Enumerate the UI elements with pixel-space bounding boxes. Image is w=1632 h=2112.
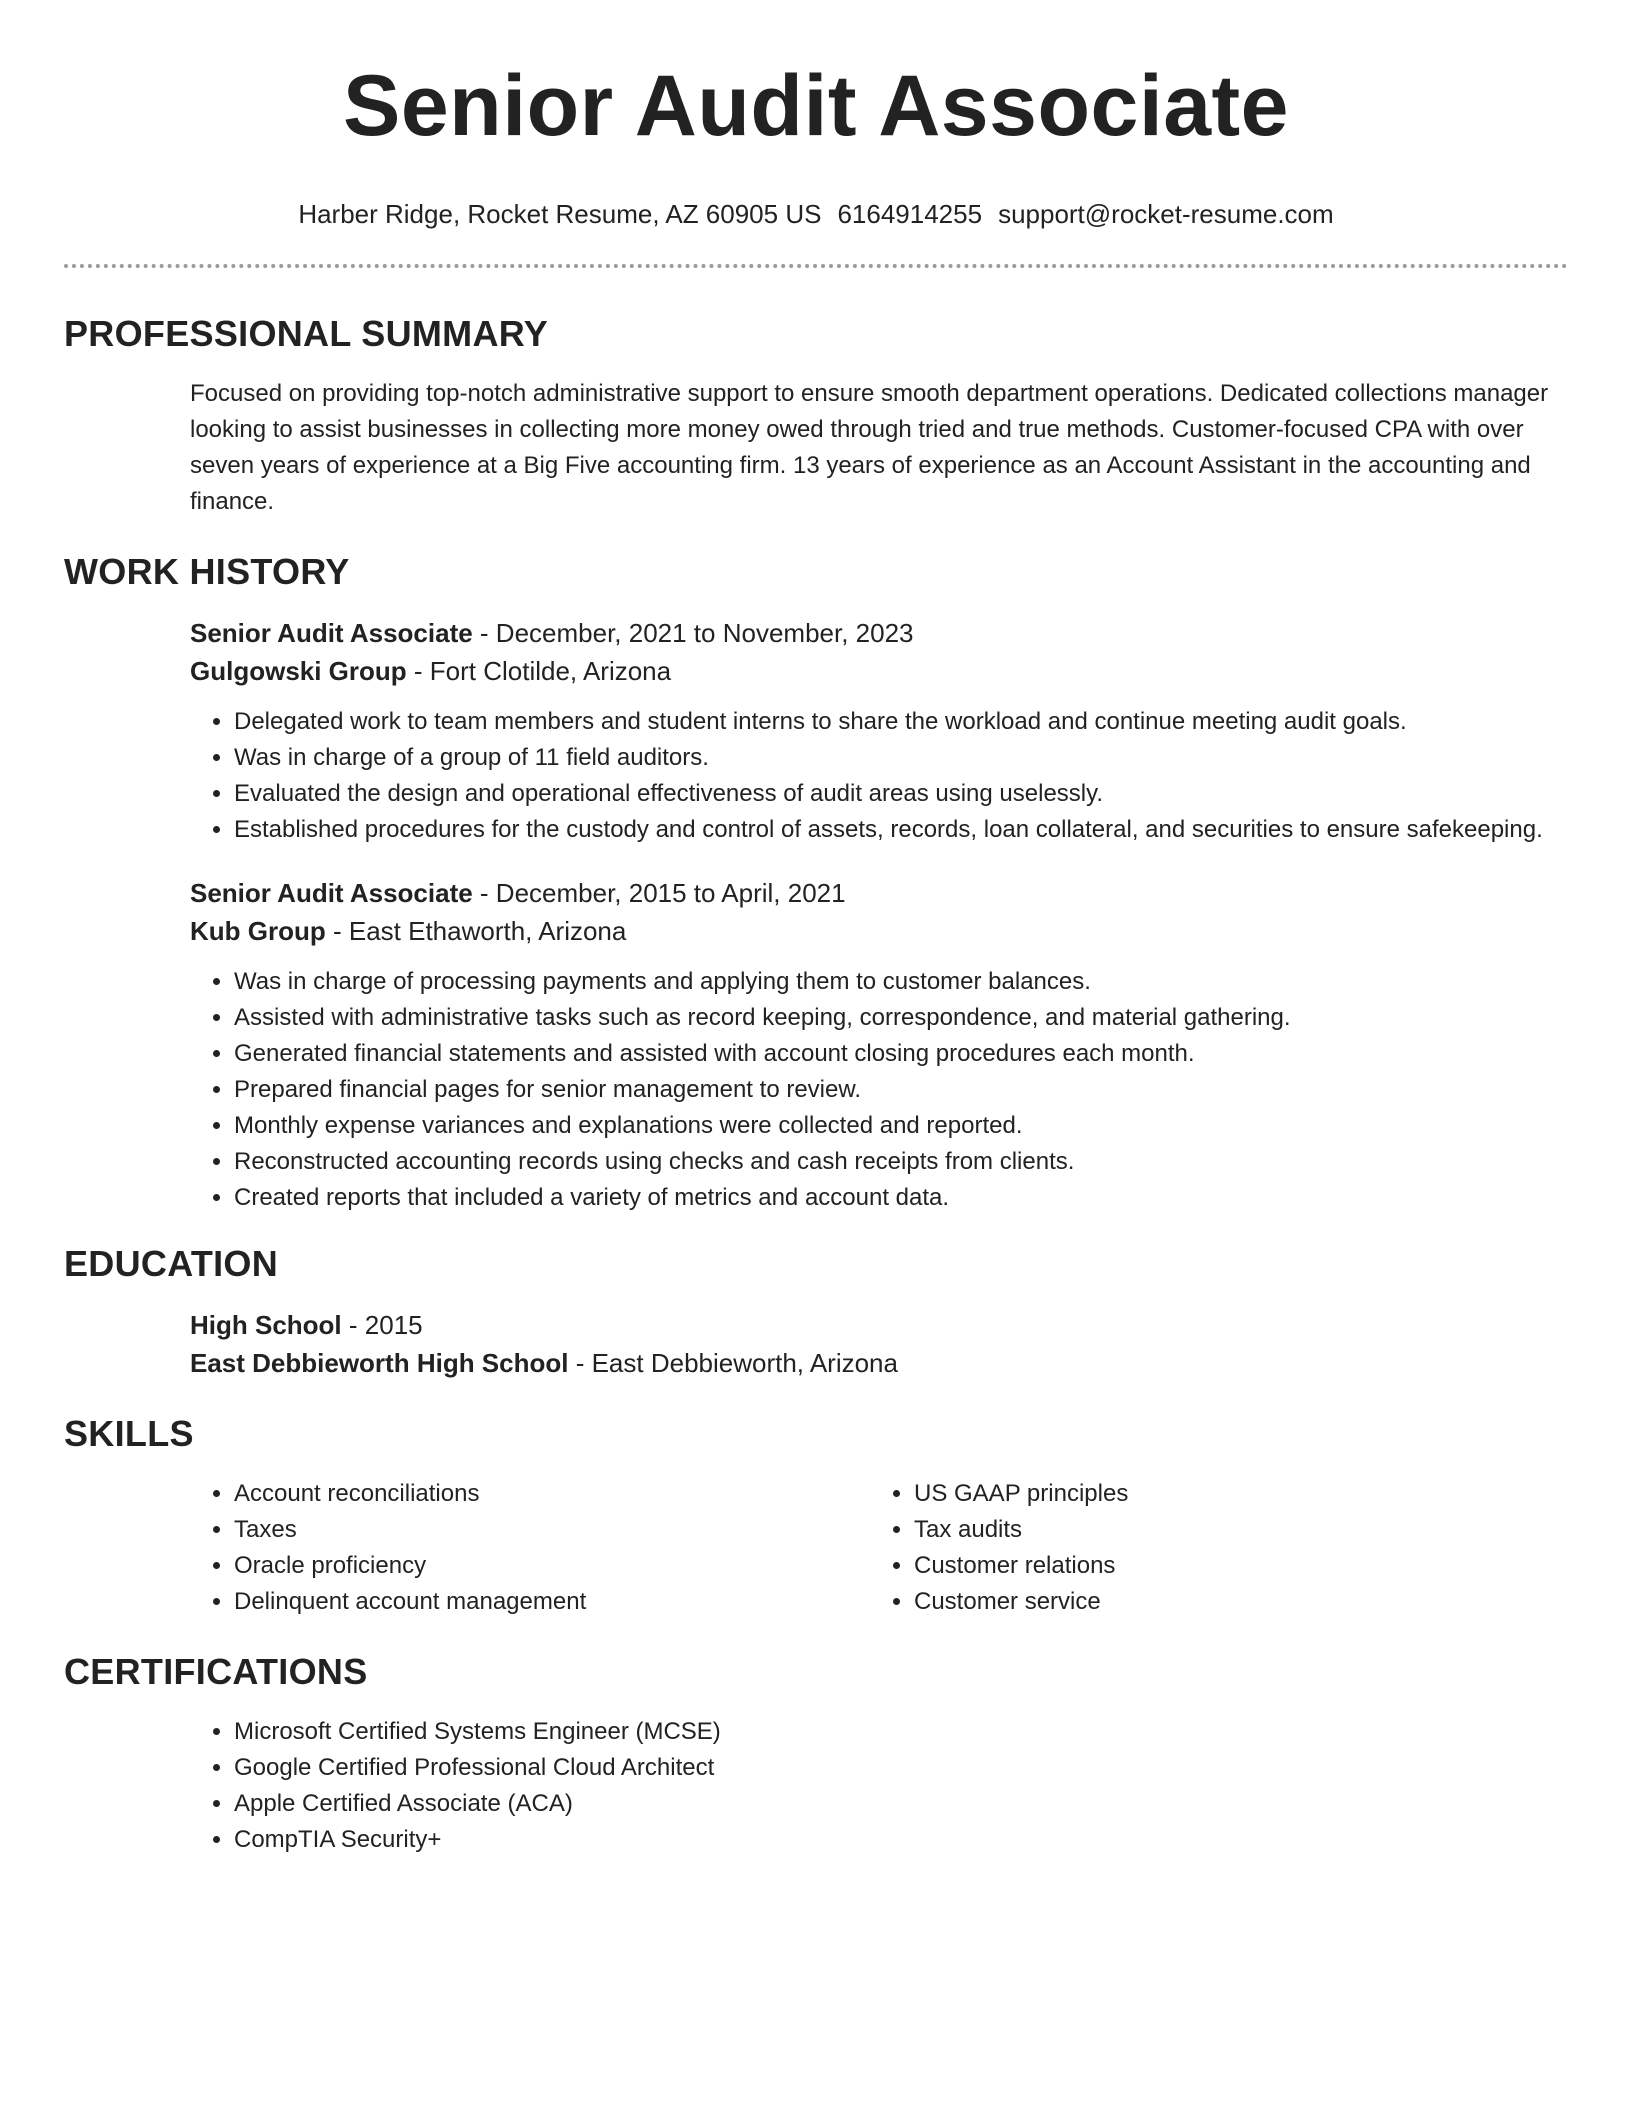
skills-heading: SKILLS bbox=[64, 1413, 194, 1454]
skill-item: • Customer service bbox=[914, 1584, 1550, 1620]
certification-item: • CompTIA Security+ bbox=[234, 1822, 1568, 1858]
certification-item: • Apple Certified Associate (ACA) bbox=[234, 1786, 1568, 1822]
certifications-heading: CERTIFICATIONS bbox=[64, 1651, 368, 1692]
job-bullet: • Was in charge of a group of 11 field auditors. bbox=[234, 740, 1568, 776]
job-bullet: • Monthly expense variances and explanations were collected and reported. bbox=[234, 1108, 1568, 1144]
job-bullets bbox=[190, 704, 1568, 848]
education-school: East Debbieworth High School bbox=[190, 1348, 569, 1378]
work-history-heading: WORK HISTORY bbox=[64, 551, 350, 592]
education-location: - East Debbieworth, Arizona bbox=[568, 1348, 898, 1378]
resume-header bbox=[64, 0, 1568, 230]
education-year: - 2015 bbox=[341, 1310, 423, 1340]
job-entry bbox=[190, 614, 1568, 848]
job-bullet: • Reconstructed accounting records using checks and cash receipts from clients. bbox=[234, 1144, 1568, 1180]
skill-item: • Account reconciliations bbox=[234, 1476, 870, 1512]
job-bullet: • Evaluated the design and operational effectiveness of audit areas using uselessly. bbox=[234, 776, 1568, 812]
contact-email: support@rocket-resume.com bbox=[998, 199, 1334, 229]
skills-column-right bbox=[870, 1476, 1550, 1620]
job-title-line bbox=[190, 874, 1568, 912]
contact-address: Harber Ridge, Rocket Resume, AZ 60905 US bbox=[298, 199, 822, 229]
job-bullet: • Established procedures for the custody and control of assets, records, loan collateral, and securities to ensure safekeeping. bbox=[234, 812, 1568, 848]
job-company: Gulgowski Group bbox=[190, 656, 407, 686]
job-role: Senior Audit Associate bbox=[190, 618, 473, 648]
education-heading: EDUCATION bbox=[64, 1243, 279, 1284]
job-bullet: • Prepared financial pages for senior management to review. bbox=[234, 1072, 1568, 1108]
job-company: Kub Group bbox=[190, 916, 326, 946]
education-degree-line bbox=[190, 1306, 1568, 1344]
skills-grid bbox=[190, 1476, 1568, 1620]
skill-item: • Delinquent account management bbox=[234, 1584, 870, 1620]
certification-item: • Microsoft Certified Systems Engineer (MCSE) bbox=[234, 1714, 1568, 1750]
education-school-line bbox=[190, 1344, 1568, 1382]
job-company-line bbox=[190, 912, 1568, 950]
skill-item: • Oracle proficiency bbox=[234, 1548, 870, 1584]
skill-item: • Customer relations bbox=[914, 1548, 1550, 1584]
job-bullet: • Created reports that included a variety of metrics and account data. bbox=[234, 1180, 1568, 1216]
job-entry bbox=[190, 874, 1568, 1216]
education-section bbox=[64, 1242, 1568, 1382]
job-bullet: • Assisted with administrative tasks such as record keeping, correspondence, and material gathering. bbox=[234, 1000, 1568, 1036]
job-bullet: • Was in charge of processing payments and applying them to customer balances. bbox=[234, 964, 1568, 1000]
certifications-list bbox=[190, 1714, 1568, 1858]
candidate-name: Senior Audit Associate bbox=[342, 58, 1290, 154]
skills-list-right bbox=[870, 1476, 1550, 1620]
job-bullet: • Generated financial statements and assisted with account closing procedures each month. bbox=[234, 1036, 1568, 1072]
job-company-line bbox=[190, 652, 1568, 690]
skill-item: • US GAAP principles bbox=[914, 1476, 1550, 1512]
summary-heading: PROFESSIONAL SUMMARY bbox=[64, 313, 549, 354]
contact-phone: 6164914255 bbox=[837, 199, 983, 229]
job-location: - Fort Clotilde, Arizona bbox=[406, 656, 672, 686]
job-bullets bbox=[190, 964, 1568, 1216]
skill-item: • Tax audits bbox=[914, 1512, 1550, 1548]
certification-item: • Google Certified Professional Cloud Architect bbox=[234, 1750, 1568, 1786]
contact-line bbox=[64, 198, 1568, 230]
skills-list-left bbox=[190, 1476, 870, 1620]
job-role: Senior Audit Associate bbox=[190, 878, 473, 908]
job-bullet: • Delegated work to team members and student interns to share the workload and continue meeting audit goals. bbox=[234, 704, 1568, 740]
summary-text: Focused on providing top-notch administrative support to ensure smooth department operations. Dedicated collections manager looking to assist businesses in collecting more money owed through tried and true methods. Customer-focused CPA with over seven years of experience at a Big Five accounting firm. 13 years of experience as an Account Assistant in the accounting and finance. bbox=[190, 380, 1549, 515]
job-dates: - December, 2021 to November, 2023 bbox=[472, 618, 914, 648]
header-divider bbox=[64, 264, 1568, 268]
skill-item: • Taxes bbox=[234, 1512, 870, 1548]
skills-column-left bbox=[190, 1476, 870, 1620]
education-degree: High School bbox=[190, 1310, 342, 1340]
certifications-section bbox=[64, 1650, 1568, 1858]
summary-section bbox=[64, 312, 1568, 520]
skills-section bbox=[64, 1412, 1568, 1620]
job-title-line bbox=[190, 614, 1568, 652]
work-history-section bbox=[64, 550, 1568, 1216]
job-location: - East Ethaworth, Arizona bbox=[325, 916, 627, 946]
job-dates: - December, 2015 to April, 2021 bbox=[472, 878, 846, 908]
